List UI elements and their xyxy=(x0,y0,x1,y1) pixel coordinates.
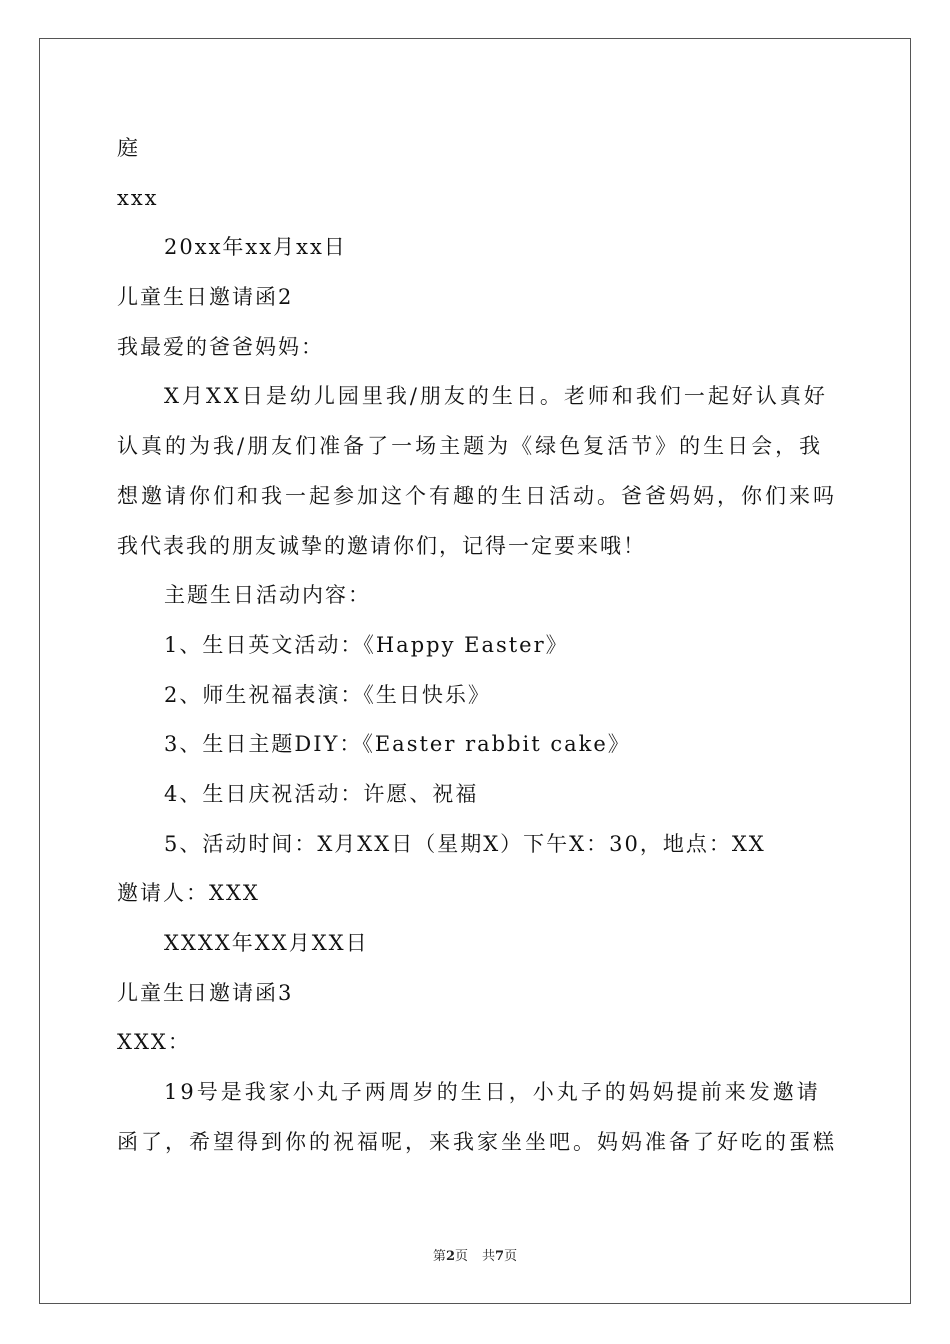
date-line: XXXX年XX月XX日 xyxy=(164,931,369,955)
page-current: 2 xyxy=(445,1249,455,1264)
page-footer xyxy=(0,1245,950,1264)
salutation: 我最爱的爸爸妈妈： xyxy=(117,334,324,359)
salutation: XXX： xyxy=(117,1030,191,1055)
date-line: 20xx年xx月xx日 xyxy=(164,235,347,260)
page-suffix: 页 xyxy=(454,1249,468,1264)
page-total: 7 xyxy=(495,1249,505,1264)
document-body xyxy=(117,124,837,1167)
section-title: 儿童生日邀请函3 xyxy=(117,980,294,1005)
list-item: 1、生日英文活动：《Happy Easter》 xyxy=(164,632,569,657)
list-item: 4、生日庆祝活动：许愿、祝福 xyxy=(164,781,479,806)
text-line: 庭 xyxy=(117,136,140,160)
text-line: xxx xyxy=(117,185,159,210)
total-prefix: 共 xyxy=(482,1249,496,1264)
list-item: 3、生日主题DIY：《Easter rabbit cake》 xyxy=(164,732,631,757)
total-suffix: 页 xyxy=(504,1249,518,1264)
list-heading: 主题生日活动内容： xyxy=(164,583,371,608)
paragraph-line: X月XX日是幼儿园里我/朋友的生日。老师和我们一起好认真好 xyxy=(164,384,828,409)
section-title: 儿童生日邀请函2 xyxy=(117,285,294,310)
list-item: 5、活动时间：X月XX日（星期X）下午X：30，地点：XX xyxy=(164,831,766,856)
list-item: 2、师生祝福表演：《生日快乐》 xyxy=(164,682,491,707)
inviter-line: 邀请人：XXX xyxy=(117,881,260,906)
paragraph-line: 想邀请你们和我一起参加这个有趣的生日活动。爸爸妈妈，你们来吗 xyxy=(117,483,837,508)
paragraph-line: 我代表我的朋友诚挚的邀请你们，记得一定要来哦！ xyxy=(117,533,646,558)
paragraph-line: 函了，希望得到你的祝福呢，来我家坐坐吧。妈妈准备了好吃的蛋糕 xyxy=(117,1129,837,1154)
paragraph-line: 认真的为我/朋友们准备了一场主题为《绿色复活节》的生日会，我 xyxy=(117,434,824,459)
paragraph-line: 19号是我家小丸子两周岁的生日，小丸子的妈妈提前来发邀请 xyxy=(164,1080,821,1105)
page-prefix: 第 xyxy=(432,1249,446,1264)
